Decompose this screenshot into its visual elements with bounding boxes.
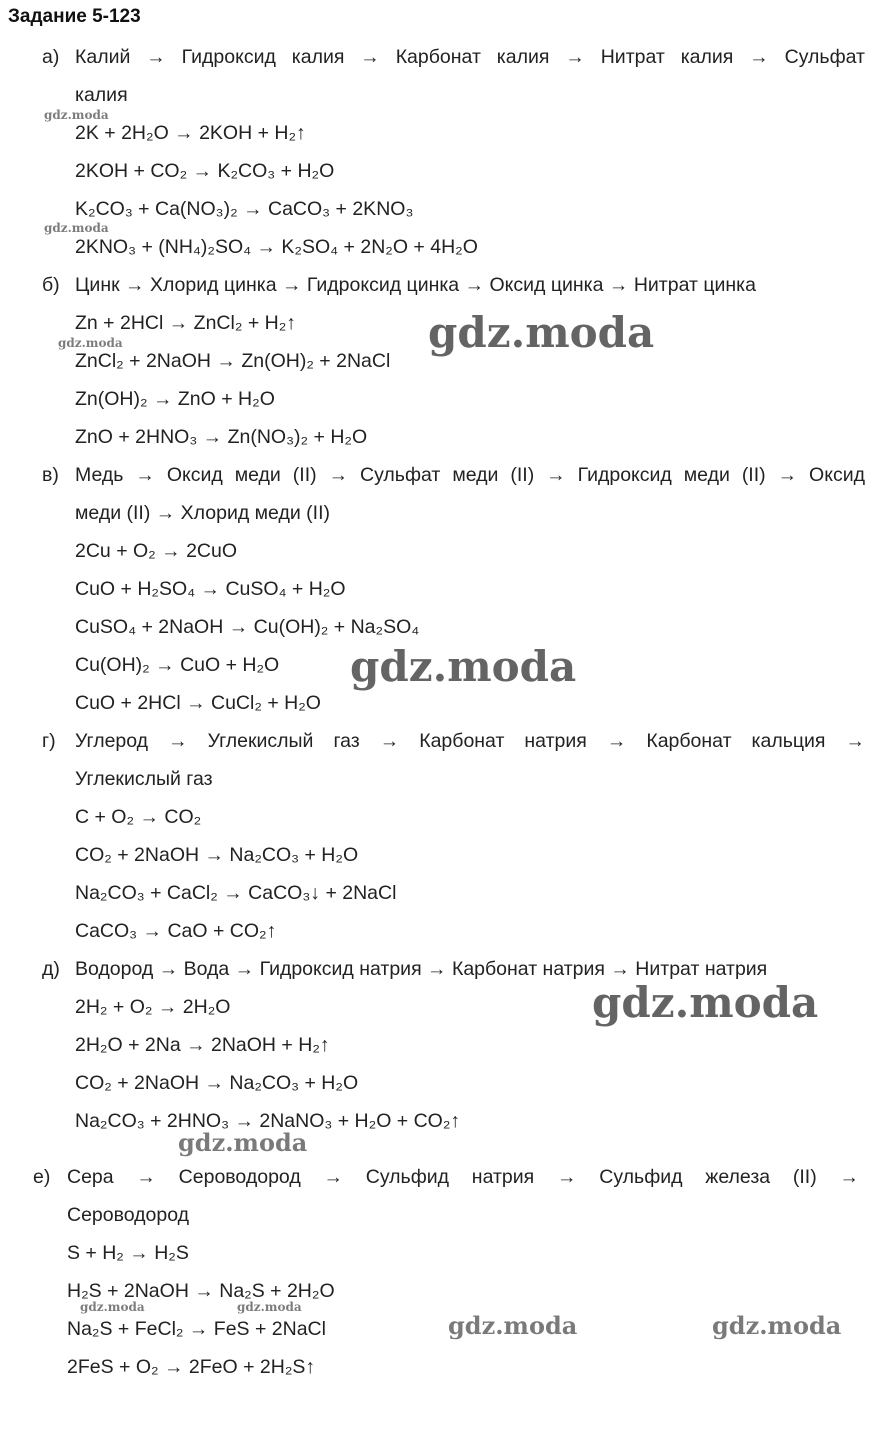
section-heading-continued: меди (II) → Хлорид меди (II) [75,502,330,524]
section-heading: Углерод → Углекислый газ → Карбонат натрия → Карбонат кальция → [75,730,865,752]
watermark: gdz.moda [80,1300,145,1314]
watermark: gdz.moda [428,308,655,357]
section-heading-continued: Углекислый газ [75,768,213,790]
section-heading: Сера → Сероводород → Сульфид натрия → Сульфид железа (II) → [67,1166,859,1188]
equation: 2K + 2H₂O → 2KOH + H₂↑ [75,122,306,144]
section-heading-continued: Сероводород [67,1204,190,1226]
watermark: gdz.moda [178,1128,308,1157]
watermark: gdz.moda [448,1311,578,1340]
equation: CuO + 2HCl → CuCl₂ + H₂O [75,692,321,714]
watermark: gdz.moda [44,108,109,122]
section-heading: Цинк → Хлорид цинка → Гидроксид цинка → Оксид цинка → Нитрат цинка [75,274,756,296]
equation: Zn + 2HCl → ZnCl₂ + H₂↑ [75,312,297,334]
equation: 2H₂O + 2Na → 2NaOH + H₂↑ [75,1034,330,1056]
section-label: е) [33,1166,51,1188]
equation: 2KOH + CO₂ → K₂CO₃ + H₂O [75,160,335,182]
equation: 2KNO₃ + (NH₄)₂SO₄ → K₂SO₄ + 2N₂O + 4H₂O [75,236,478,258]
equation: 2H₂ + O₂ → 2H₂O [75,996,231,1018]
equation: 2Cu + O₂ → 2CuO [75,540,238,562]
section-heading: Медь → Оксид меди (II) → Сульфат меди (II) → Гидроксид меди (II) → Оксид [75,464,865,486]
watermark: gdz.moda [712,1311,842,1340]
equation: 2FeS + O₂ → 2FeO + 2H₂S↑ [67,1356,316,1378]
section-heading: Калий → Гидроксид калия → Карбонат калия → Нитрат калия → Сульфат [75,46,865,68]
equation: Na₂S + FeCl₂ → FeS + 2NaCl [67,1318,326,1340]
equation: K₂CO₃ + Ca(NO₃)₂ → CaCO₃ + 2KNO₃ [75,198,414,220]
equation: ZnCl₂ + 2NaOH → Zn(OH)₂ + 2NaCl [75,350,391,372]
section-label: д) [42,958,60,980]
section-heading-continued: калия [75,84,128,106]
equation: CaCO₃ → CaO + CO₂↑ [75,920,277,942]
watermark: gdz.moda [44,221,109,235]
page-title: Задание 5-123 [8,6,141,27]
equation: C + O₂ → CO₂ [75,806,202,828]
section-heading: Водород → Вода → Гидроксид натрия → Карбонат натрия → Нитрат натрия [75,958,768,980]
equation: S + H₂ → H₂S [67,1242,189,1264]
equation: ZnO + 2HNO₃ → Zn(NO₃)₂ + H₂O [75,426,368,448]
section-label: в) [42,464,59,486]
equation: Na₂CO₃ + 2HNO₃ → 2NaNO₃ + H₂O + CO₂↑ [75,1110,461,1132]
equation: CuSO₄ + 2NaOH → Cu(OH)₂ + Na₂SO₄ [75,616,420,638]
equation: CO₂ + 2NaOH → Na₂CO₃ + H₂O [75,1072,359,1094]
equation: CO₂ + 2NaOH → Na₂CO₃ + H₂O [75,844,359,866]
section-label: б) [42,274,60,296]
section-label: г) [42,730,56,752]
equation: Na₂CO₃ + CaCl₂ → CaCO₃↓ + 2NaCl [75,882,397,904]
equation: Cu(OH)₂ → CuO + H₂O [75,654,280,676]
watermark: gdz.moda [350,642,577,691]
watermark: gdz.moda [58,336,123,350]
equation: H₂S + 2NaOH → Na₂S + 2H₂O [67,1280,335,1302]
section-label: а) [42,46,60,68]
equation: Zn(OH)₂ → ZnO + H₂O [75,388,275,410]
equation: CuO + H₂SO₄ → CuSO₄ + H₂O [75,578,346,600]
watermark: gdz.moda [592,978,819,1027]
watermark: gdz.moda [237,1300,302,1314]
